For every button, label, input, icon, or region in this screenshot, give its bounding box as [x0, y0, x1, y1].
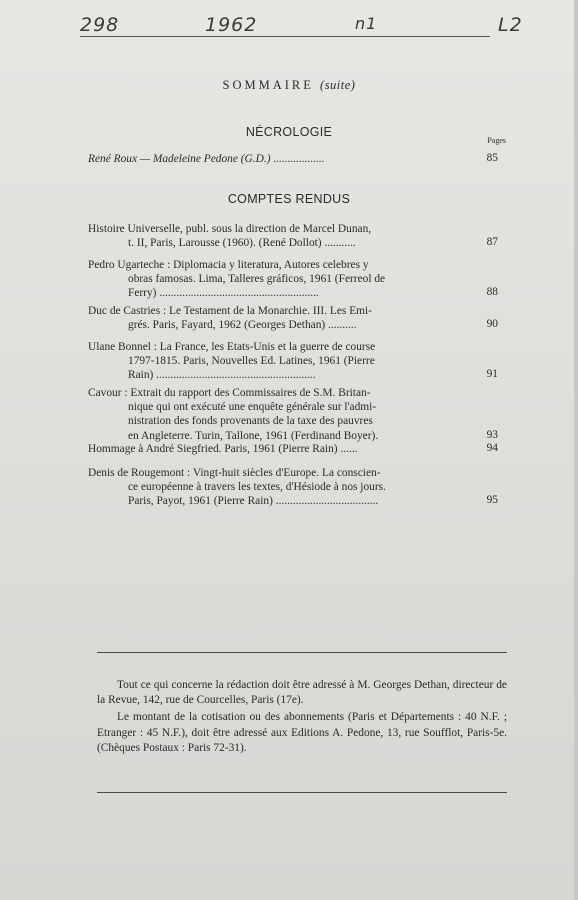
footer-notice — [97, 678, 507, 758]
handwritten-code: L2 — [498, 14, 523, 36]
footer-paragraph-redaction: Tout ce qui concerne la rédaction doit être adressé à M. Georges Dethan, directeur de la Revue, 142, rue de Courcelles, Paris (17e). — [97, 679, 507, 707]
entry-text: René Roux — Madeleine Pedone (G.D.) .................. — [88, 153, 325, 165]
entry-line-continued: 1797-1815. Paris, Nouvelles Ed. Latines, 1961 (Pierre — [128, 355, 375, 368]
entry-line-first: Ulane Bonnel : La France, les Etats-Unis et la guerre de course — [88, 341, 376, 353]
handwritten-underline — [80, 36, 490, 37]
compte-rendu-entry — [88, 222, 460, 250]
page-number: 90 — [486, 318, 498, 331]
page-number: 87 — [486, 236, 498, 249]
handwritten-year: 1962 — [205, 14, 258, 36]
handwritten-number: 298 — [80, 14, 120, 36]
page-number: 91 — [486, 368, 498, 381]
page-title — [0, 78, 578, 93]
divider-top — [97, 652, 507, 653]
entry-line-first: Pedro Ugarteche : Diplomacia y literatura, Autores celebres y — [88, 259, 369, 271]
page-number: 85 — [486, 152, 498, 164]
entry-line-continued: obras famosas. Lima, Talleres gráficos, 1961 (Ferreol de — [128, 273, 386, 286]
pages-label: Pages — [487, 136, 506, 145]
footer-paragraph-abonnements: Le montant de la cotisation ou des abonnements (Paris et Départements : 40 N.F. ; Etranger : 45 N.F.), doit être adressé aux Editions A. Pedone, 13, rue Soufflot, Paris-5e. (Chèques Postaux : Paris 72-31). — [97, 711, 507, 754]
handwritten-mark: n1 — [355, 14, 378, 33]
page-number: 93 — [486, 428, 498, 441]
compte-rendu-entry — [88, 442, 460, 456]
entry-line-continued: nique qui ont exécuté une enquête générale sur l'admi- — [128, 401, 377, 414]
entry-line-continued: t. II, Paris, Larousse (1960). (René Dollot) ........... — [128, 237, 356, 250]
entry-line-first: Hommage à André Siegfried. Paris, 1961 (Pierre Rain) ...... — [88, 443, 358, 455]
entry-line-continued: grés. Paris, Fayard, 1962 (Georges Dethan) .......... — [128, 319, 357, 332]
divider-bottom — [97, 792, 507, 793]
compte-rendu-entry — [88, 340, 460, 383]
entry-line-first: Histoire Universelle, publ. sous la direction de Marcel Dunan, — [88, 223, 372, 235]
entry-line-continued: en Angleterre. Turin, Tallone, 1961 (Ferdinand Boyer). — [128, 429, 379, 442]
entry-line-first: Denis de Rougemont : Vingt-huit siècles d'Europe. La conscien- — [88, 467, 381, 479]
comptes-rendus-heading: COMPTES RENDUS — [227, 192, 351, 206]
page-number: 88 — [486, 286, 498, 299]
page-number: 94 — [486, 442, 498, 454]
entry-line-first: Cavour : Extrait du rapport des Commissaires de S.M. Britan- — [88, 387, 371, 399]
entry-line-continued: Ferry) ........................................................ — [128, 287, 319, 300]
entry-line-continued: Rain) ........................................................ — [128, 369, 316, 382]
compte-rendu-entry — [88, 466, 460, 509]
page-number: 95 — [486, 494, 498, 507]
entry-line-first: Duc de Castries : Le Testament de la Monarchie. III. Les Emi- — [88, 305, 372, 317]
necrologie-heading: NÉCROLOGIE — [245, 125, 333, 139]
entry-line-continued: ce européenne à travers les textes, d'Hésiode à nos jours. — [128, 481, 386, 494]
compte-rendu-entry — [88, 386, 460, 443]
compte-rendu-entry — [88, 304, 460, 332]
entry-line-continued: nistration des fonds provenants de la taxe des pauvres — [128, 415, 373, 428]
title-suffix: (suite) — [320, 78, 356, 92]
title-main: SOMMAIRE — [222, 78, 314, 92]
necrologie-entry — [88, 152, 460, 166]
compte-rendu-entry — [88, 258, 460, 301]
entry-line-continued: Paris, Payot, 1961 (Pierre Rain) .................................... — [128, 495, 379, 508]
